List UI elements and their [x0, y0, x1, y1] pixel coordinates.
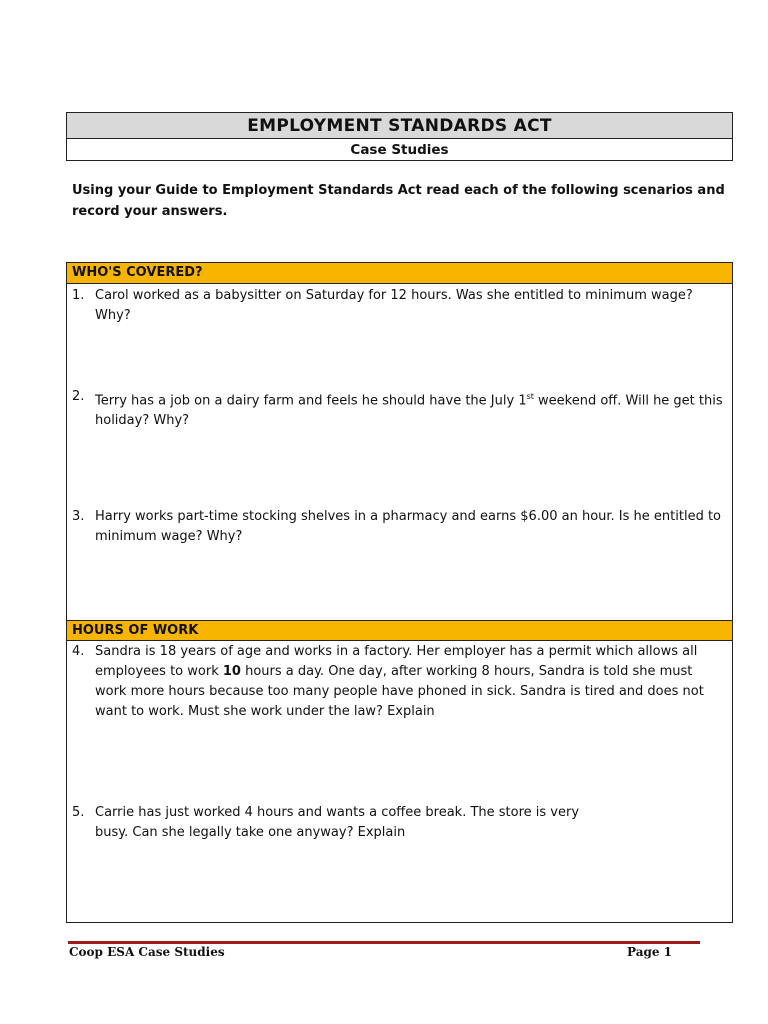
document-title: EMPLOYMENT STANDARDS ACT: [66, 112, 733, 139]
question-number: 1.: [72, 288, 85, 303]
question-5: [72, 803, 602, 843]
question-text: Carol worked as a babysitter on Saturday for 12 hours. Was she entitled to minimum wage? Why?: [95, 288, 693, 323]
question-number: 5.: [72, 805, 85, 820]
footer-doc-name: Coop ESA Case Studies: [69, 945, 225, 959]
question-3: [72, 507, 727, 547]
question-number: 2.: [72, 389, 85, 404]
case-study-table: [66, 262, 733, 923]
question-number: 3.: [72, 509, 85, 524]
section-header-whos-covered: WHO'S COVERED?: [67, 263, 732, 284]
question-2: [72, 387, 727, 431]
footer-page-number: Page 1: [627, 945, 673, 959]
question-4: [72, 642, 727, 722]
question-text: Sandra is 18 years of age and works in a factory. Her employer has a permit which allows all employees to work 10 hours a day. One day, after working 8 hours, Sandra is told she must work more hours because too many people have phoned in sick. Sandra is tired and does not want to work. Must she work under the law? Explain: [95, 644, 704, 719]
question-text: Terry has a job on a dairy farm and feels he should have the July 1st weekend off. Will he get this holiday? Why?: [95, 392, 723, 429]
question-1: [72, 286, 727, 326]
question-text: Harry works part-time stocking shelves in a pharmacy and earns $6.00 an hour. Is he entitled to minimum wage? Why?: [95, 509, 722, 544]
footer-rule: [68, 941, 700, 944]
document-subtitle: Case Studies: [66, 138, 733, 161]
instructions-text: Using your Guide to Employment Standards Act read each of the following scenarios and record your answers.: [72, 183, 725, 219]
question-text: Carrie has just worked 4 hours and wants a coffee break. The store is very busy. Can she legally take one anyway? Explain: [95, 805, 580, 840]
section-header-hours-of-work: HOURS OF WORK: [67, 620, 732, 641]
question-number: 4.: [72, 644, 85, 659]
